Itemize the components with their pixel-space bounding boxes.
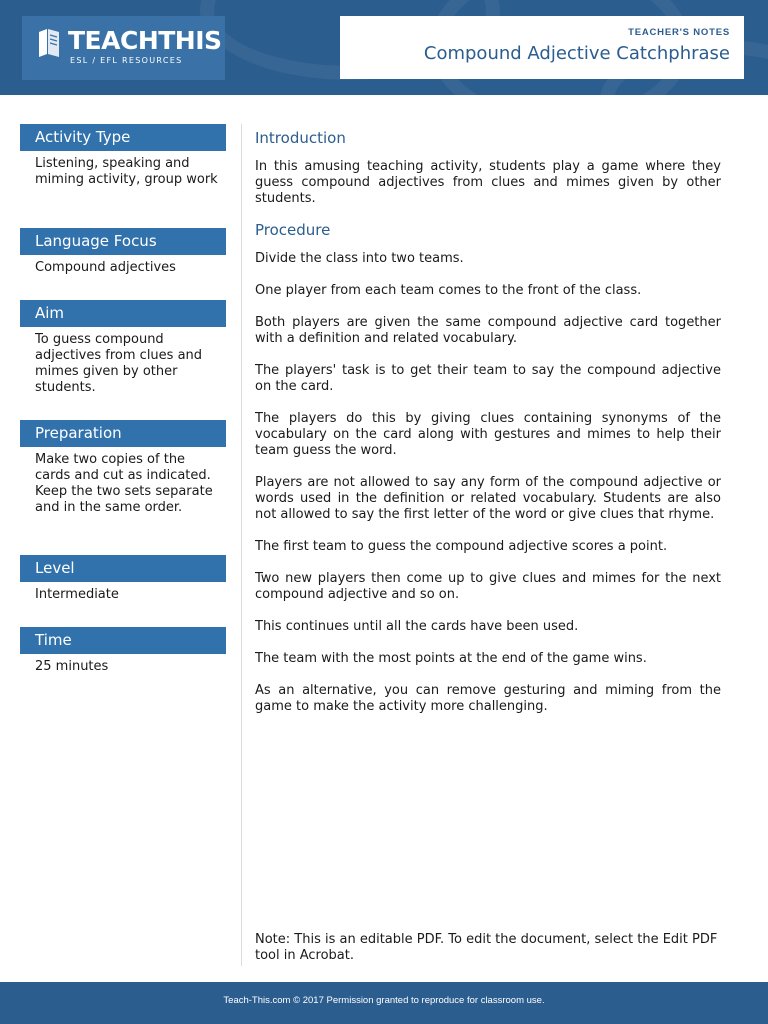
procedure-step: The team with the most points at the end of the game wins. — [255, 651, 647, 666]
procedure-step: Both players are given the same compound adjective card together with a definition and related vocabulary. — [255, 315, 721, 346]
section-heading: Aim — [20, 300, 226, 327]
editable-pdf-note: Note: This is an editable PDF. To edit the document, select the Edit PDF tool in Acrobat. — [255, 932, 718, 963]
procedure-step: The players' task is to get their team to say the compound adjective on the card. — [255, 363, 721, 394]
procedure-step: This continues until all the cards have been used. — [255, 619, 579, 634]
section-heading: Language Focus — [20, 228, 226, 255]
section-body: To guess compound adjectives from clues and mimes given by other students. — [35, 332, 203, 395]
section-heading: Activity Type — [20, 124, 226, 151]
sidebar-section-preparation — [20, 420, 226, 555]
procedure-step: Divide the class into two teams. — [255, 251, 464, 266]
introduction-text: In this amusing teaching activity, students play a game where they guess compound adjectives from clues and mimes given by other students. — [255, 159, 721, 206]
page-footer — [0, 982, 768, 1024]
page-title: Compound Adjective Catchphrase — [423, 43, 730, 64]
section-heading: Time — [20, 627, 226, 654]
section-body: Make two copies of the cards and cut as indicated. Keep the two sets separate and in the same order. — [35, 452, 213, 515]
section-body: 25 minutes — [35, 659, 109, 674]
teachthis-logo[interactable] — [22, 16, 225, 80]
section-heading: Level — [20, 555, 226, 582]
procedure-step: As an alternative, you can remove gesturing and miming from the game to make the activity more challenging. — [255, 683, 721, 714]
title-panel — [340, 16, 744, 79]
procedure-step: Two new players then come up to give clues and mimes for the next compound adjective and so on. — [255, 571, 721, 602]
section-body: Intermediate — [35, 587, 119, 602]
sidebar-section-aim — [20, 300, 226, 420]
column-divider — [241, 124, 242, 966]
introduction-heading: Introduction — [255, 129, 346, 147]
procedure-step: The first team to guess the compound adjective scores a point. — [255, 539, 668, 554]
section-body: Compound adjectives — [35, 260, 176, 275]
teachers-notes-label: TEACHER'S NOTES — [628, 27, 730, 38]
section-body: Listening, speaking and miming activity, group work — [35, 156, 218, 187]
page-header — [0, 0, 768, 95]
copyright-notice: Teach-This.com © 2017 Permission granted to reproduce for classroom use. — [223, 995, 545, 1006]
sidebar-section-time — [20, 627, 226, 684]
section-heading: Preparation — [20, 420, 226, 447]
sidebar-section-level — [20, 555, 226, 627]
sidebar-section-activity-type — [20, 124, 226, 228]
procedure-step: The players do this by giving clues containing synonyms of the vocabulary on the card along with gestures and mimes to help their team guess the word. — [255, 411, 721, 458]
procedure-step: One player from each team comes to the front of the class. — [255, 283, 642, 298]
sidebar-section-language-focus — [20, 228, 226, 300]
procedure-step: Players are not allowed to say any form of the compound adjective or words used in the definition or related vocabulary. Students are also not allowed to say the first letter of the word or give clues that rhyme. — [255, 475, 721, 522]
activity-sidebar — [20, 124, 226, 684]
book-icon — [36, 28, 62, 58]
procedure-heading: Procedure — [255, 221, 331, 239]
logo-tagline: ESL / EFL RESOURCES — [70, 56, 183, 65]
logo-wordmark: TEACHTHIS — [68, 26, 222, 55]
main-content — [255, 128, 721, 715]
